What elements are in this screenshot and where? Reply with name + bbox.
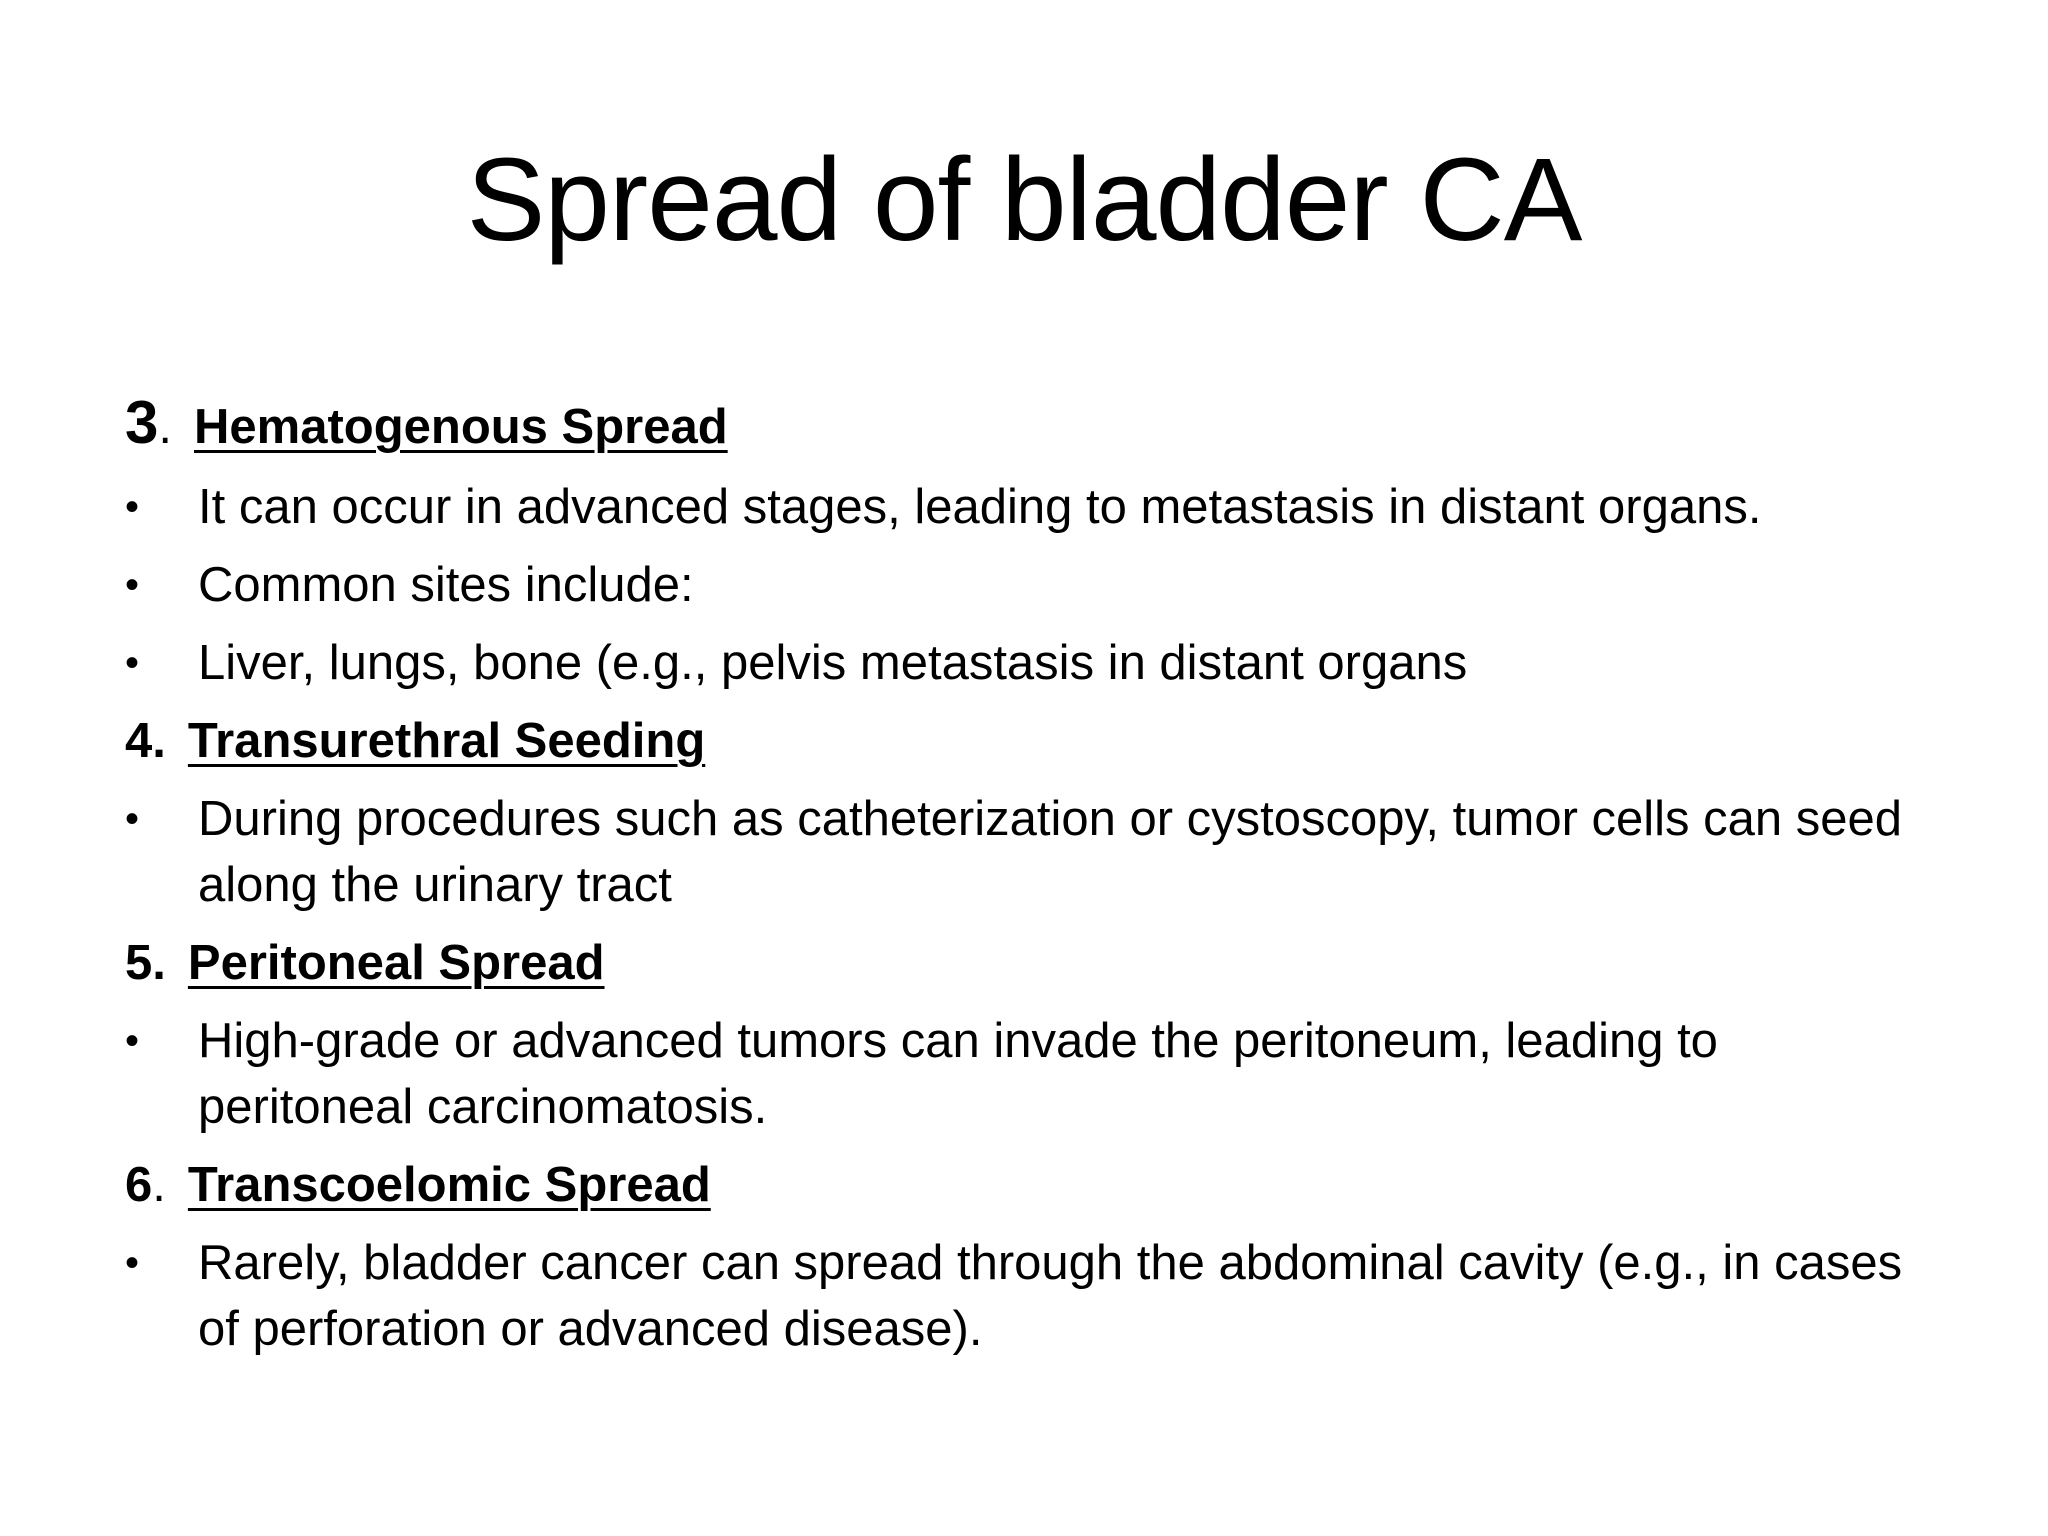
section-heading-4 [125,708,1925,786]
section-number-dot: . [152,936,166,990]
bullet-text: Liver, lungs, bone (e.g., pelvis metastasis in distant organs [198,636,1468,690]
slide-body [125,390,1925,1374]
section-number: 4 [125,714,153,768]
bullet-text: High-grade or advanced tumors can invade the peritoneum, leading to peritoneal carcinomatosis. [198,1014,1718,1134]
section-heading-3 [125,390,1925,474]
bullet-icon: • [125,563,140,607]
bullet-text: It can occur in advanced stages, leading to metastasis in distant organs. [198,480,1762,534]
section-number-dot: . [158,400,172,454]
section-title: Hematogenous Spread [194,400,728,454]
section-title: Transurethral Seeding [187,714,706,768]
bullet-text: During procedures such as catheterization or cystoscopy, tumor cells can seed along the urinary tract [198,792,1903,912]
bullet-item [125,1230,1925,1362]
bullet-icon: • [125,485,140,529]
bullet-icon: • [125,1019,140,1063]
section-title: Peritoneal Spread [187,936,605,990]
bullet-icon: • [125,797,140,841]
bullet-icon: • [125,641,140,685]
section-title: Transcoelomic Spread [187,1158,711,1212]
slide-title: Spread of bladder CA [466,134,1582,266]
bullet-item [125,552,1925,618]
bullet-item [125,630,1925,696]
bullet-item [125,786,1925,918]
section-heading-5 [125,930,1925,1008]
section-number: 3 [125,389,159,456]
bullet-text: Common sites include: [198,558,694,612]
bullet-icon: • [125,1241,140,1285]
section-number-dot: . [152,1158,166,1212]
section-number: 6 [125,1158,153,1212]
bullet-text: Rarely, bladder cancer can spread through the abdominal cavity (e.g., in cases of perforation or advanced disease). [198,1236,1903,1356]
bullet-item [125,474,1925,540]
bullet-item [125,1008,1925,1140]
section-number-dot: . [152,714,166,768]
section-number: 5 [125,936,153,990]
section-heading-6 [125,1152,1925,1230]
